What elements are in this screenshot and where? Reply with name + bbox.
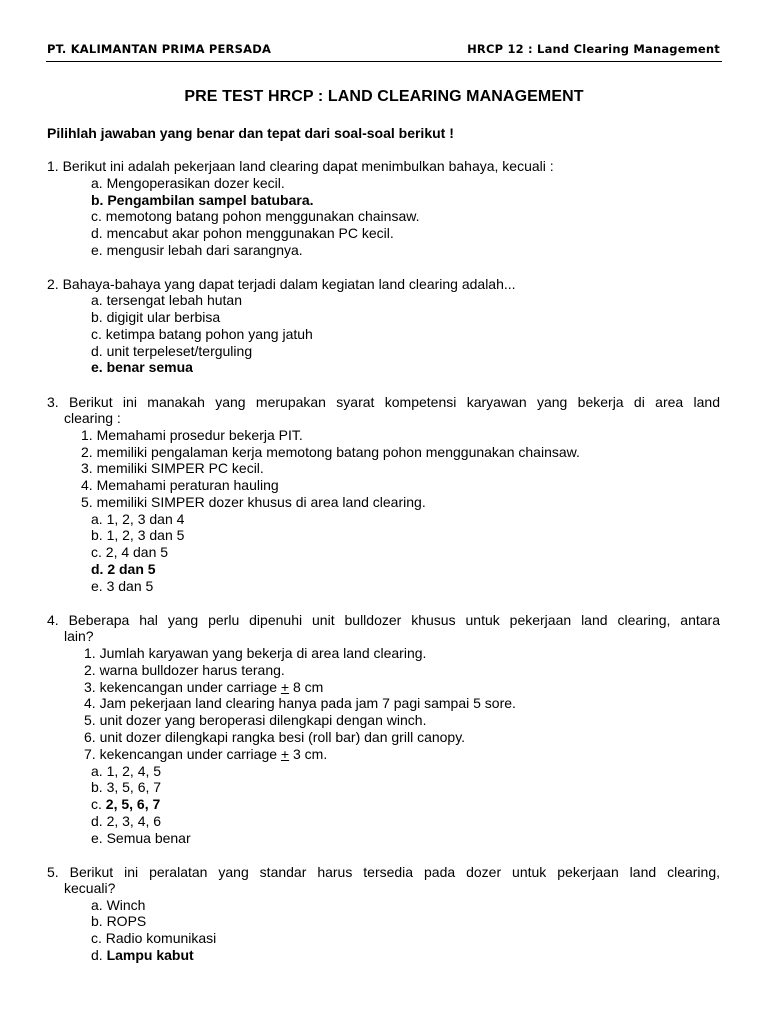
option-c-letter: c. (91, 796, 106, 812)
question-1-option-b: b. Pengambilan sampel batubara. (91, 192, 314, 208)
question-3-statement-5: 5. memiliki SIMPER dozer khusus di area land clearing. (81, 494, 426, 510)
question-2-option-d: d. unit terpeleset/terguling (91, 343, 253, 359)
company-name: PT. KALIMANTAN PRIMA PERSADA (47, 42, 272, 56)
question-3-statement-3: 3. memiliki SIMPER PC kecil. (81, 460, 264, 476)
option-c-answer: 2, 5, 6, 7 (105, 796, 161, 812)
question-5-stem: 5. Berikut ini peralatan yang standar harus tersedia pada dozer untuk pekerjaan land clearing, (47, 864, 720, 880)
question-4-statement-1: 1. Jumlah karyawan yang bekerja di area land clearing. (84, 645, 427, 661)
question-5-option-a: a. Winch (91, 897, 146, 913)
question-5-stem-continued: kecuali? (64, 880, 116, 896)
question-1-option-a: a. Mengoperasikan dozer kecil. (91, 175, 285, 191)
question-5-option-d (91, 947, 194, 963)
question-3-stem: 3. Berikut ini manakah yang merupakan syarat kompetensi karyawan yang bekerja di area land (47, 394, 720, 410)
question-3-statement-2: 2. memiliki pengalaman kerja memotong batang pohon menggunakan chainsaw. (81, 444, 580, 460)
question-1-stem: 1. Berikut ini adalah pekerjaan land clearing dapat menimbulkan bahaya, kecuali : (47, 158, 554, 174)
question-3-option-b: b. 1, 2, 3 dan 5 (91, 527, 185, 543)
statement-7-text: 7. kekencangan under carriage (84, 746, 281, 762)
question-4-option-d: d. 2, 3, 4, 6 (91, 813, 162, 829)
document-reference: HRCP 12 : Land Clearing Management (467, 42, 720, 56)
question-4-statement-3 (84, 679, 323, 695)
statement-3-text: 3. kekencangan under carriage (84, 679, 281, 695)
page-title: PRE TEST HRCP : LAND CLEARING MANAGEMENT (184, 88, 584, 105)
question-4-option-a: a. 1, 2, 4, 5 (91, 763, 162, 779)
header-divider (46, 61, 722, 62)
option-d-letter: d. (91, 947, 107, 963)
question-2-option-a: a. tersengat lebah hutan (91, 292, 243, 308)
question-4-option-e: e. Semua benar (91, 830, 191, 846)
statement-3-value: 8 cm (289, 679, 324, 695)
question-1-option-e: e. mengusir lebah dari sarangnya. (91, 242, 303, 258)
question-4-statement-6: 6. unit dozer dilengkapi rangka besi (roll bar) dan grill canopy. (84, 729, 466, 745)
question-1-option-c: c. memotong batang pohon menggunakan chainsaw. (91, 208, 420, 224)
question-4-stem: 4. Beberapa hal yang perlu dipenuhi unit bulldozer khusus untuk pekerjaan land clearing, antara (47, 612, 720, 628)
question-3-statement-4: 4. Memahami peraturan hauling (81, 477, 279, 493)
option-d-answer: Lampu kabut (106, 947, 194, 963)
instruction-text: Pilihlah jawaban yang benar dan tepat dari soal-soal berikut ! (47, 125, 454, 141)
statement-7-value: 3 cm. (289, 746, 328, 762)
question-4-stem-continued: lain? (64, 628, 94, 644)
question-2-stem: 2. Bahaya-bahaya yang dapat terjadi dalam kegiatan land clearing adalah... (47, 276, 516, 292)
question-3-option-c: c. 2, 4 dan 5 (91, 544, 169, 560)
question-2-option-c: c. ketimpa batang pohon yang jatuh (91, 326, 313, 342)
question-5-option-c: c. Radio komunikasi (91, 930, 217, 946)
question-4-option-c (91, 796, 160, 812)
question-3-stem-continued: clearing : (64, 410, 121, 426)
question-3-option-e: e. 3 dan 5 (91, 578, 154, 594)
question-2-option-b: b. digigit ular berbisa (91, 309, 221, 325)
question-5-option-b: b. ROPS (91, 913, 147, 929)
question-2-option-e: e. benar semua (91, 359, 193, 375)
question-3-option-a: a. 1, 2, 3 dan 4 (91, 511, 185, 527)
question-4-statement-2: 2. warna bulldozer harus terang. (84, 662, 285, 678)
question-4-option-b: b. 3, 5, 6, 7 (91, 779, 162, 795)
plus-minus-symbol: + (280, 746, 290, 762)
question-4-statement-7 (84, 746, 327, 762)
question-3-option-d: d. 2 dan 5 (91, 561, 156, 577)
question-3-statement-1: 1. Memahami prosedur bekerja PIT. (81, 427, 303, 443)
question-4-statement-4: 4. Jam pekerjaan land clearing hanya pada jam 7 pagi sampai 5 sore. (84, 695, 516, 711)
question-1-option-d: d. mencabut akar pohon menggunakan PC kecil. (91, 225, 394, 241)
question-4-statement-5: 5. unit dozer yang beroperasi dilengkapi dengan winch. (84, 712, 427, 728)
plus-minus-symbol: + (280, 679, 290, 695)
